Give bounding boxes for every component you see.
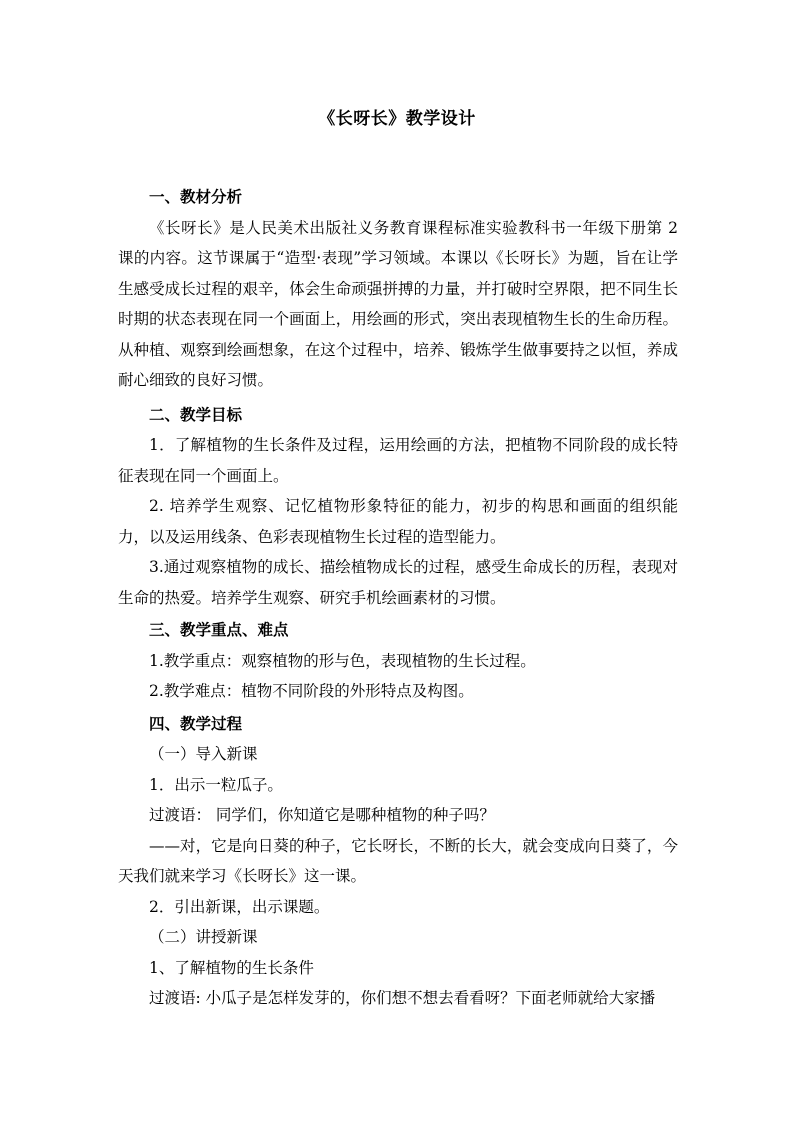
document-title: 《长呀长》教学设计 <box>318 109 476 129</box>
paragraph-goal-1: 1．了解植物的生长条件及过程，运用绘画的方法，把植物不同阶段的成长特征表现在同一个画面上。 <box>118 436 678 485</box>
paragraph-sunflower: ——对，它是向日葵的种子，它长呀长，不断的长大，就会变成向日葵了，今天我们就来学习《长呀长》这一课。 <box>118 836 678 885</box>
subheading-intro: （一）导入新课 <box>149 745 258 763</box>
section-heading-goals: 二、教学目标 <box>149 404 243 424</box>
paragraph-show-seed: 1．出示一粒瓜子。 <box>149 775 283 794</box>
paragraph-goal-2: 2. 培养学生观察、记忆植物形象特征的能力，初步的构思和画面的组织能力，以及运用线条、色彩表现植物生长过程的造型能力。 <box>118 497 678 546</box>
paragraph-transition-1: 过渡语： 同学们，你知道它是哪种植物的种子吗？ <box>149 806 495 824</box>
subheading-teaching: （二）讲授新课 <box>149 928 258 946</box>
section-heading-analysis: 一、教材分析 <box>149 187 243 206</box>
document-body <box>118 180 678 1014</box>
section-heading-process: 四、教学过程 <box>149 713 243 733</box>
paragraph-new-lesson: 2．引出新课，出示课题。 <box>149 897 330 916</box>
paragraph-transition-2: 过渡语: 小瓜子是怎样发芽的，你们想不想去看看呀？下面老师就给大家播 <box>149 989 656 1007</box>
paragraph-analysis: 《长呀长》是人民美术出版社义务教育课程标准实验教科书一年级下册第 2 课的内容。这节课属于“造型·表现”学习领域。本课以《长呀长》为题，旨在让学生感受成长过程的艰辛，体会生命顽强拼搏的力量，并打破时空界限，把不同生长时期的状态表现在同一个画面上，用绘画的形式，突出表现植物生长的生命历程。从种植、观察到绘画想象，在这个过程中，培养、锻炼学生做事要持之以恒，养成耐心细致的良好习惯。 <box>118 218 678 389</box>
paragraph-growth-conditions: 1、了解植物的生长条件 <box>149 958 314 977</box>
paragraph-goal-3: 3.通过观察植物的成长、描绘植物成长的过程，感受生命成长的历程，表现对生命的热爱。培养学生观察、研究手机绘画素材的习惯。 <box>118 558 678 607</box>
section-heading-key-points: 三、教学重点、难点 <box>149 620 289 639</box>
paragraph-key-point: 1.教学重点：观察植物的形与色，表现植物的生长过程。 <box>149 651 536 670</box>
paragraph-difficulty: 2.教学难点：植物不同阶段的外形特点及构图。 <box>149 682 474 700</box>
